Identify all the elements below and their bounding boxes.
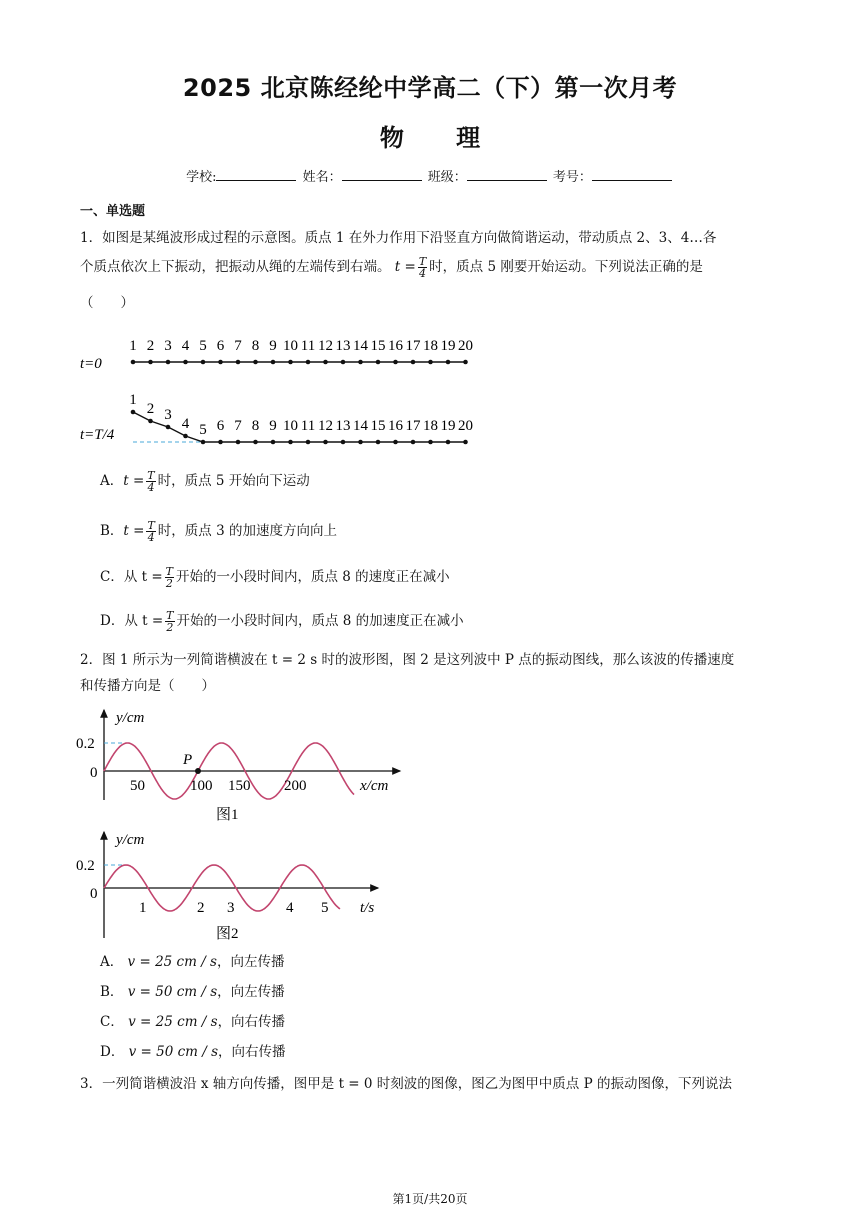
rope-particle-t0 (218, 360, 223, 365)
q1-option-a-num: T (147, 469, 155, 482)
q1-option-d[interactable] (100, 610, 464, 633)
q2-option-b-dir: ，向左传播 (217, 984, 285, 1000)
q2-option-c[interactable] (100, 1012, 285, 1032)
q2-option-a-dir: ，向左传播 (216, 954, 285, 970)
rope-particle-tquarter (358, 440, 363, 445)
rope-label-t0: 18 (423, 338, 438, 354)
rope-particle-t0 (201, 360, 206, 365)
rope-label-t0: 7 (234, 338, 242, 354)
fig2-xlabel: t/s (360, 900, 375, 916)
fig1-xtick-200: 200 (284, 778, 307, 794)
q2-line-1: 2．图 1 所示为一列简谐横波在 t = 2 s 时的波形图，图 2 是这列波中 P 点的振动图线，那么该波的传播速度 (80, 652, 735, 668)
fig1-xlabel: x/cm (360, 778, 389, 794)
rope-label-tquarter: 11 (300, 418, 316, 434)
rope-particle-tquarter (253, 440, 258, 445)
rope-particle-tquarter (428, 440, 433, 445)
rope-particle-t0 (323, 360, 328, 365)
fig2-xtick-2: 2 (197, 900, 205, 916)
rope-label-tquarter: 16 (388, 418, 403, 434)
q2-option-c-v: v = 25 cm / s (128, 1014, 218, 1030)
rope-particle-t0 (236, 360, 241, 365)
fig1-xtick-150: 150 (228, 778, 251, 794)
name-label: 姓名： (302, 170, 342, 185)
school-blank (216, 168, 296, 181)
rope-label-tquarter: 6 (216, 418, 225, 434)
rope-particle-t0 (183, 360, 188, 365)
rope-label-t0: 10 (283, 338, 298, 354)
page-footer: 第1页/共20页 (392, 1192, 468, 1206)
rope-particle-t0 (306, 360, 311, 365)
q2-option-d-dir: ，向右传播 (218, 1044, 286, 1060)
rope-label-tquarter: 3 (164, 407, 172, 423)
q1-option-b-pre: t = (123, 523, 145, 539)
rope-particle-tquarter (236, 440, 241, 445)
rope-particle-tquarter (341, 440, 346, 445)
exam-number-blank (592, 168, 672, 181)
rope-particle-tquarter (463, 440, 468, 445)
rope-particle-tquarter (323, 440, 328, 445)
rope-label-tquarter: 7 (234, 418, 242, 434)
q2-option-d[interactable] (100, 1042, 286, 1062)
rope-label-tquarter: 13 (335, 418, 351, 434)
exam-subject (0, 118, 860, 153)
q2-stem (80, 650, 785, 696)
rope-label-t0: 2 (146, 338, 155, 354)
q2-figure-2 (70, 826, 410, 946)
fig2-ytick: 0.2 (76, 858, 95, 874)
q2-option-c-letter: C． (100, 1014, 124, 1030)
rope-particle-tquarter (306, 440, 311, 445)
rope-label-tquarter: 10 (283, 418, 298, 434)
name-blank (342, 168, 422, 181)
rope-particle-tquarter (411, 440, 416, 445)
rope-label-t0: 15 (370, 338, 386, 354)
q1-option-d-den: 2 (166, 621, 174, 634)
rope-label-t0: 11 (300, 338, 316, 354)
q1-frac-num: T (418, 255, 427, 268)
rope-particle-t0 (376, 360, 381, 365)
q1-option-c[interactable] (100, 566, 450, 589)
q1-option-b-den: 4 (147, 531, 155, 544)
rope-particle-tquarter (218, 440, 223, 445)
q2-option-b-letter: B． (100, 984, 124, 1000)
rope-particle-t0 (253, 360, 258, 365)
rope-particle-tquarter (148, 419, 153, 424)
fig1-ytick: 0.2 (76, 736, 95, 752)
q1-frac-den: 4 (419, 267, 426, 280)
rope-particle-tquarter (201, 440, 206, 445)
q1-option-c-text: 开始的一小段时间内，质点 8 的速度正在减小 (176, 569, 450, 585)
rope-label-t0: 1 (129, 338, 137, 354)
q1-option-a-letter: A． (100, 473, 124, 489)
fig1-point-label: P (183, 752, 193, 768)
q1-option-a-text: 时，质点 5 开始向下运动 (157, 473, 310, 489)
rope-label-tquarter: 4 (181, 416, 190, 432)
rope-label-tquarter: 5 (199, 422, 207, 438)
q2-option-a-letter: A． (100, 954, 124, 970)
student-info-line (0, 166, 860, 185)
q1-answer-paren: （ ） (80, 295, 134, 311)
fig1-xtick-100: 100 (190, 778, 213, 794)
rope-label-tquarter: 9 (269, 418, 277, 434)
rope-label-t0: 19 (440, 338, 456, 354)
q1-line-2-tail: 时，质点 5 刚要开始运动。下列说法正确的是 (429, 259, 703, 275)
q1-option-c-pre: 从 t = (123, 569, 163, 585)
rope-particle-tquarter (131, 410, 136, 415)
q1-option-d-frac (165, 610, 174, 633)
rope-row-tquarter (129, 392, 473, 444)
fig2-caption: 图2 (216, 926, 239, 942)
q2-option-a-v: v = 25 cm / s (127, 954, 217, 970)
q1-option-c-num: T (165, 565, 174, 578)
q2-option-a[interactable] (100, 952, 284, 972)
class-label: 班级： (427, 170, 467, 185)
rope-label-t0: 12 (318, 338, 333, 354)
q1-option-b[interactable] (100, 520, 337, 543)
q1-rope-figure (78, 330, 498, 450)
q1-option-c-den: 2 (165, 577, 173, 590)
fig1-caption: 图1 (216, 807, 239, 823)
fig2-xtick-1: 1 (139, 900, 147, 916)
q1-line-1: 1．如图是某绳波形成过程的示意图。质点 1 在外力作用下沿竖直方向做简谐运动，带动质点 2、3、4…各 (80, 230, 717, 246)
rope-label-tquarter: 18 (423, 418, 438, 434)
fig1-origin: 0 (90, 765, 98, 781)
rope-row-t0 (129, 338, 473, 364)
fig1-point-p (195, 768, 201, 774)
rope-particle-t0 (411, 360, 416, 365)
rope-particle-t0 (446, 360, 451, 365)
exam-number-label: 考号： (552, 170, 592, 185)
q2-option-c-dir: ，向右传播 (217, 1014, 286, 1030)
rope-particle-t0 (393, 360, 398, 365)
rope-label-tquarter: 20 (458, 418, 473, 434)
rope-label-tquarter: 19 (440, 418, 456, 434)
rope-particle-t0 (358, 360, 363, 365)
rope-particle-tquarter (393, 440, 398, 445)
rope-label-tquarter: 2 (146, 401, 155, 417)
fig1-ylabel: y/cm (116, 710, 145, 726)
rope-label-tquarter: 14 (353, 418, 368, 434)
q1-option-d-num: T (166, 609, 174, 622)
rope-particle-t0 (166, 360, 171, 365)
q1-option-a-pre: t = (123, 473, 145, 489)
rope-label-tquarter: 1 (129, 392, 137, 408)
q1-option-d-text: 开始的一小段时间内，质点 8 的加速度正在减小 (176, 613, 464, 629)
q2-option-d-v: v = 50 cm / s (128, 1044, 219, 1060)
q1-line-2-text: 个质点依次上下振动，把振动从绳的左端传到右端。 (80, 259, 391, 275)
fig2-xtick-3: 3 (227, 900, 235, 916)
q2-line-2: 和传播方向是（ ） (80, 678, 215, 694)
q1-option-b-frac (146, 520, 155, 543)
q1-option-c-letter: C． (100, 569, 124, 585)
rope-label-t0: 6 (216, 338, 225, 354)
rope-label-t0: 20 (458, 338, 473, 354)
rope-particle-t0 (131, 360, 136, 365)
subject-char-1: 物 (379, 124, 404, 152)
q1-t-eq: t = (394, 259, 416, 275)
q2-option-b-v: v = 50 cm / s (127, 984, 218, 1000)
rope-label-t0: 16 (388, 338, 403, 354)
rope-particle-tquarter (166, 425, 171, 430)
label-t0: t=0 (80, 356, 102, 372)
rope-particle-t0 (341, 360, 346, 365)
q2-option-d-letter: D． (100, 1044, 125, 1060)
rope-label-t0: 3 (164, 338, 172, 354)
q2-option-b[interactable] (100, 982, 285, 1002)
rope-label-t0: 13 (335, 338, 351, 354)
q1-stem (80, 228, 785, 313)
rope-particle-t0 (428, 360, 433, 365)
fig2-ylabel: y/cm (116, 832, 145, 848)
rope-label-t0: 14 (353, 338, 368, 354)
rope-particle-tquarter (183, 434, 188, 439)
q1-fraction (418, 256, 427, 279)
rope-particle-t0 (463, 360, 468, 365)
label-tquarter: t=T/4 (80, 427, 115, 443)
rope-label-tquarter: 15 (370, 418, 386, 434)
rope-particle-tquarter (446, 440, 451, 445)
rope-label-tquarter: 17 (405, 418, 421, 434)
q1-option-b-num: T (147, 519, 155, 532)
q1-option-a-frac (146, 470, 155, 493)
rope-particle-tquarter (288, 440, 293, 445)
q1-option-b-text: 时，质点 3 的加速度方向向上 (157, 523, 337, 539)
rope-particle-t0 (271, 360, 276, 365)
fig1-xtick-50: 50 (130, 778, 145, 794)
rope-label-t0: 17 (405, 338, 421, 354)
school-label: 学校: (186, 170, 217, 185)
q1-line-2 (80, 256, 785, 279)
rope-label-t0: 9 (269, 338, 277, 354)
rope-particle-tquarter (376, 440, 381, 445)
rope-particle-t0 (288, 360, 293, 365)
q3-stem: 3．一列简谐横波沿 x 轴方向传播，图甲是 t = 0 时刻波的图像，图乙为图甲中质点 P 的振动图像，下列说法 (80, 1076, 732, 1092)
q1-option-c-frac (165, 566, 174, 589)
rope-label-t0: 4 (181, 338, 190, 354)
q1-option-d-letter: D． (100, 613, 125, 629)
q1-option-b-letter: B． (100, 523, 124, 539)
rope-particle-tquarter (271, 440, 276, 445)
q2-figure-1 (70, 704, 410, 828)
fig2-xtick-5: 5 (321, 900, 329, 916)
rope-label-t0: 8 (251, 338, 260, 354)
q1-option-a-den: 4 (147, 481, 155, 494)
rope-particle-t0 (148, 360, 153, 365)
q1-option-a[interactable] (100, 470, 310, 493)
rope-label-tquarter: 12 (318, 418, 333, 434)
fig2-origin: 0 (90, 886, 98, 902)
class-blank (467, 168, 547, 181)
subject-char-2: 理 (456, 124, 481, 152)
rope-label-t0: 5 (199, 338, 207, 354)
section-heading: 一、单选题 (80, 204, 146, 219)
q1-option-d-pre: 从 t = (124, 613, 164, 629)
fig2-xtick-4: 4 (286, 900, 294, 916)
rope-label-tquarter: 8 (251, 418, 260, 434)
exam-title: 2025 北京陈经纶中学高二（下）第一次月考 (182, 74, 678, 102)
